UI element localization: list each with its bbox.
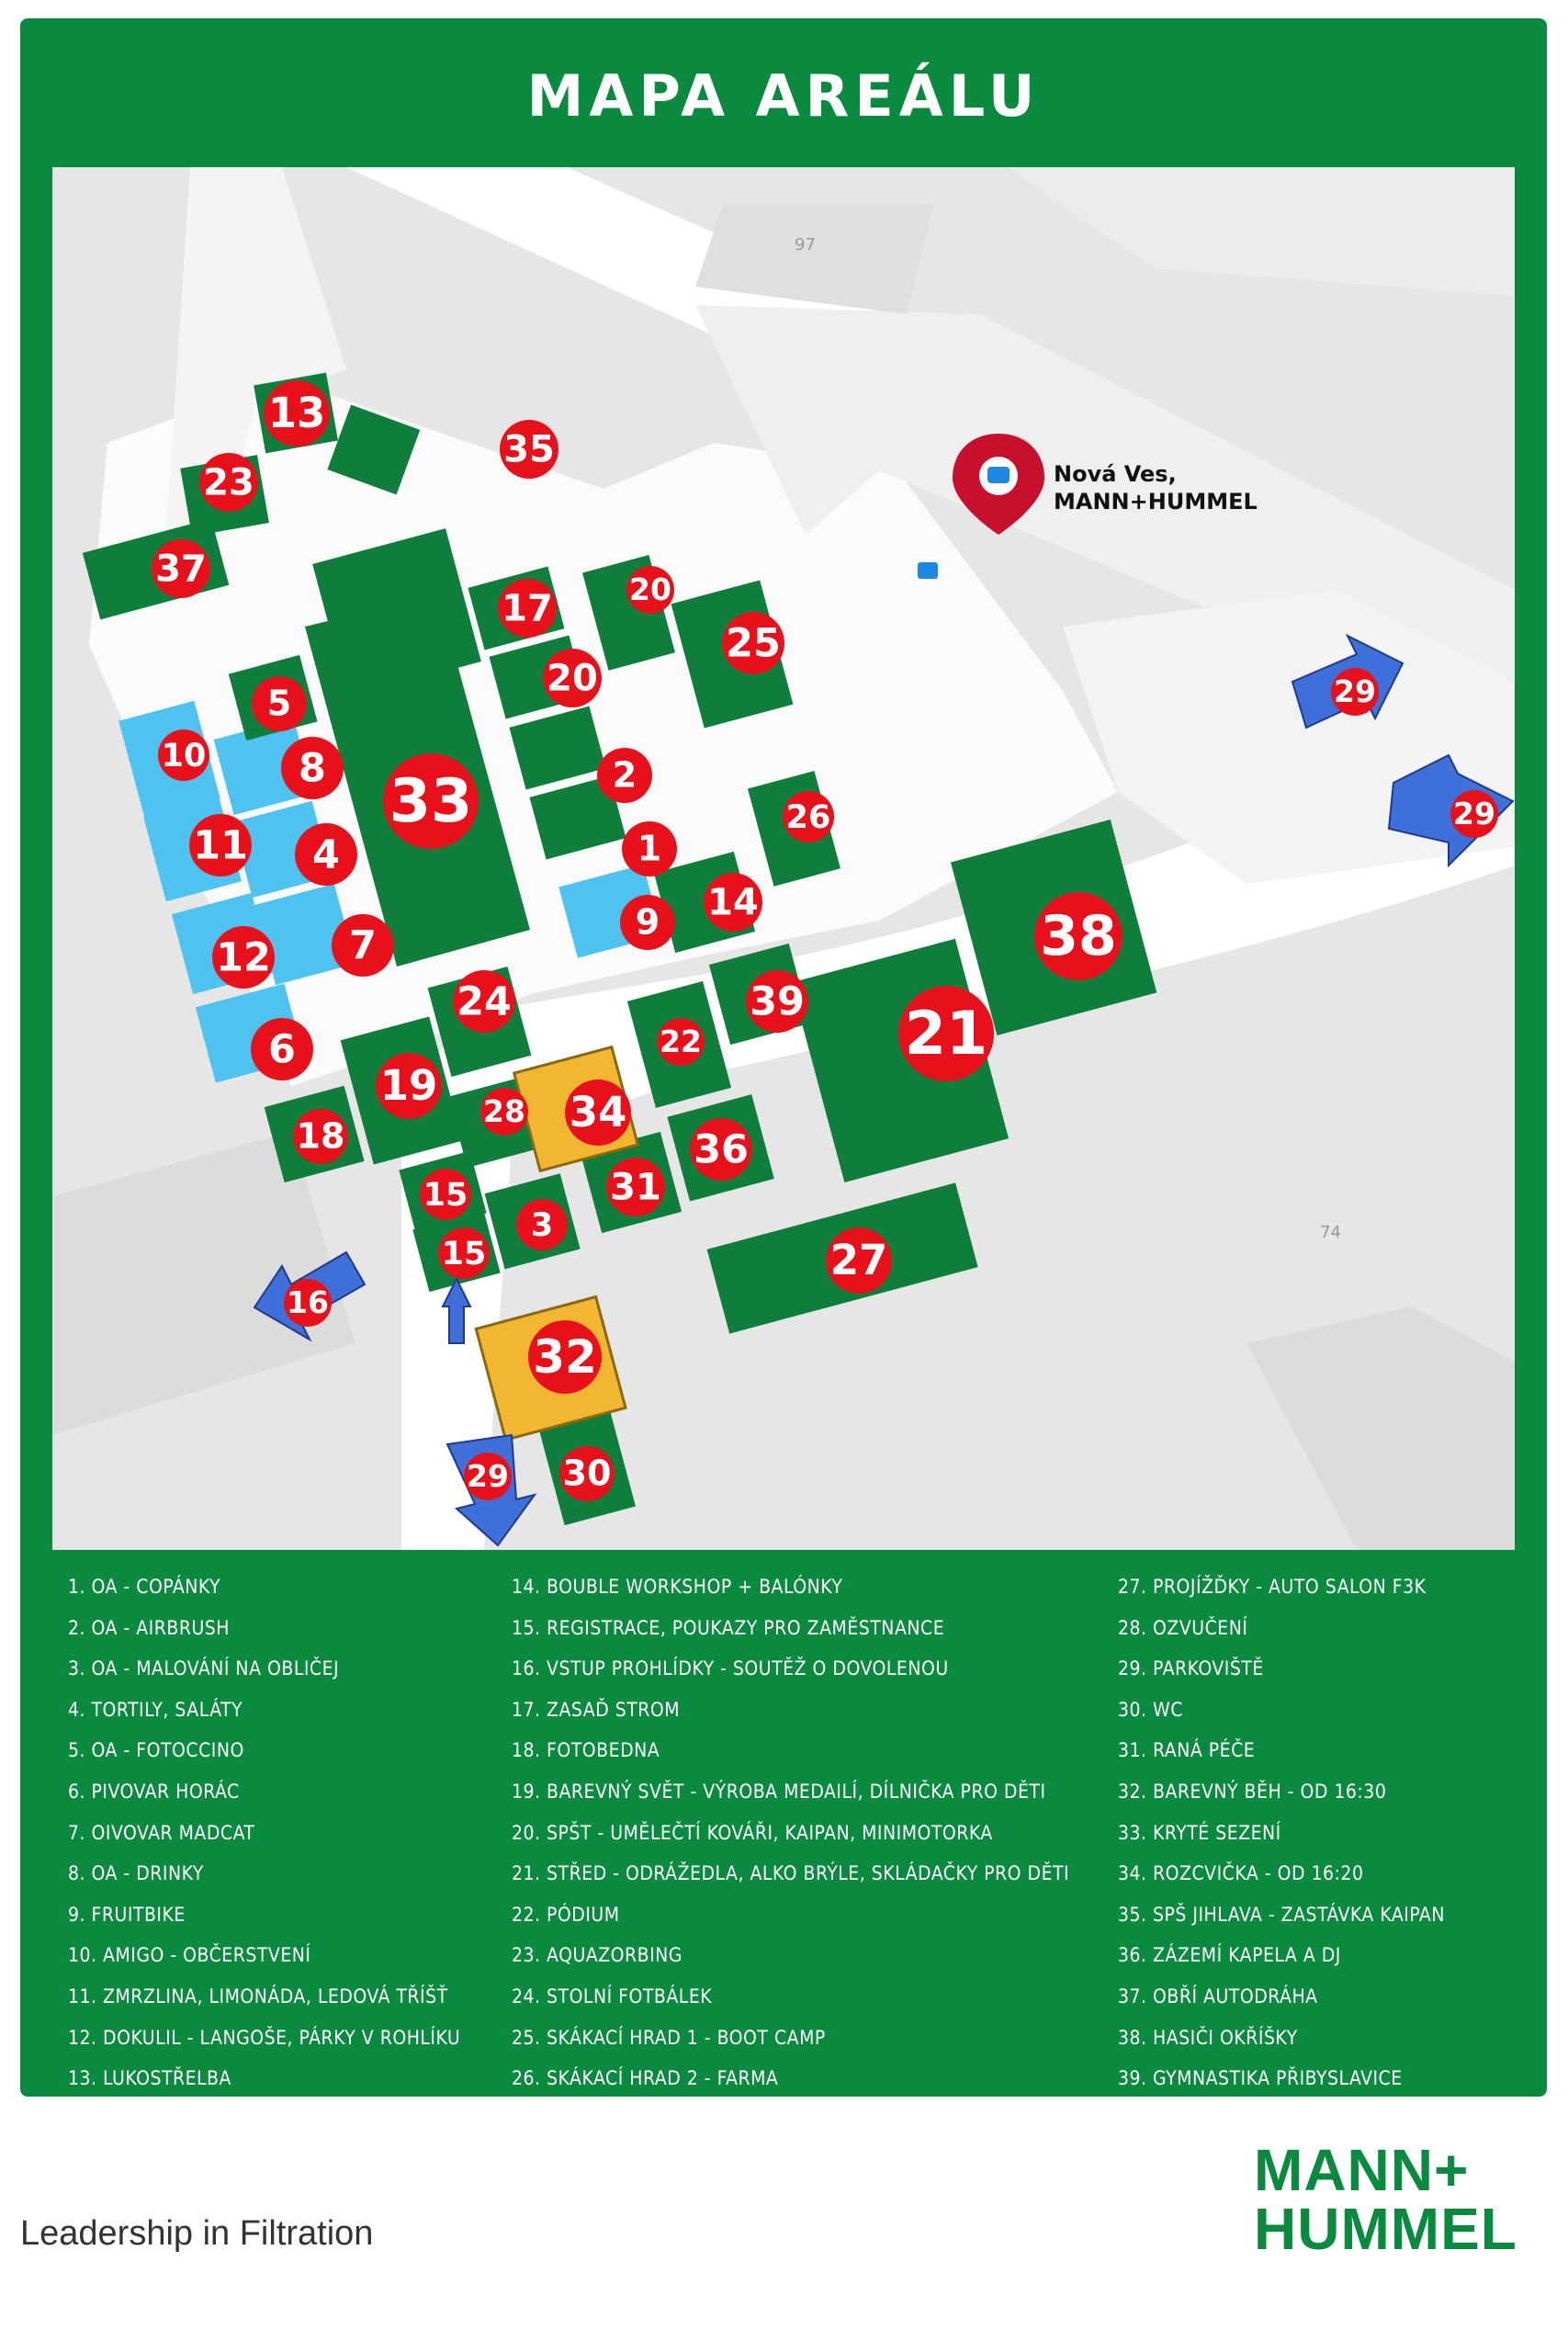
legend-item: 5. OA - FOTOCCINO <box>68 1739 244 1762</box>
legend-item: 25. SKÁKACÍ HRAD 1 - BOOT CAMP <box>512 2026 826 2049</box>
marker-label: 11 <box>193 822 248 869</box>
marker-label: 6 <box>268 1026 296 1073</box>
marker-39[interactable] <box>746 970 808 1033</box>
marker-label: 12 <box>216 934 271 981</box>
legend-item: 20. SPŠT - UMĚLEČTÍ KOVÁŘI, KAIPAN, MINIMOTORKA <box>512 1821 993 1844</box>
legend-item: 38. HASIČI OKŘÍŠKY <box>1118 2026 1298 2049</box>
legend-item: 2. OA - AIRBRUSH <box>68 1616 230 1639</box>
marker-12[interactable] <box>212 926 275 989</box>
marker-label: 15 <box>441 1235 487 1272</box>
marker-26[interactable] <box>783 791 834 842</box>
marker-label: 29 <box>1334 673 1376 709</box>
marker-label: 8 <box>299 745 326 792</box>
marker-17[interactable] <box>498 579 557 638</box>
legend-column-3 <box>1118 1566 1445 2099</box>
marker-29[interactable] <box>1331 668 1379 716</box>
bus-stop-sign-icon <box>918 562 938 579</box>
marker-37[interactable] <box>152 539 210 598</box>
marker-27[interactable] <box>826 1227 892 1294</box>
marker-24[interactable] <box>453 970 515 1033</box>
legend-item: 18. FOTOBEDNA <box>512 1739 660 1762</box>
legend-item: 15. REGISTRACE, POUKAZY PRO ZAMĚSTNANCE <box>512 1616 945 1639</box>
marker-label: 29 <box>1453 795 1495 831</box>
legend-item: 6. PIVOVAR HORÁC <box>68 1780 240 1803</box>
marker-33[interactable] <box>383 753 479 849</box>
marker-19[interactable] <box>376 1053 442 1119</box>
marker-label: 30 <box>562 1453 612 1494</box>
marker-30[interactable] <box>559 1446 615 1501</box>
bus-stop-name: Nová Ves, <box>1054 461 1177 487</box>
legend-item: 32. BAREVNÝ BĚH - OD 16:30 <box>1118 1780 1387 1803</box>
marker-21[interactable] <box>898 986 994 1081</box>
marker-label: 5 <box>266 683 292 724</box>
marker-label: 20 <box>547 657 598 700</box>
legend-item: 33. KRYTÉ SEZENÍ <box>1118 1821 1281 1844</box>
marker-label: 3 <box>530 1206 554 1244</box>
page-title: MAPA AREÁLU <box>526 62 1041 130</box>
legend-item: 28. OZVUČENÍ <box>1118 1616 1248 1639</box>
marker-32[interactable] <box>528 1320 602 1394</box>
legend-item: 36. ZÁZEMÍ KAPELA A DJ <box>1118 1944 1341 1967</box>
map-frame <box>20 18 1547 2097</box>
marker-6[interactable] <box>251 1018 313 1080</box>
marker-label: 33 <box>389 766 473 836</box>
legend-item: 24. STOLNÍ FOTBÁLEK <box>512 1984 713 2007</box>
marker-label: 37 <box>155 548 207 591</box>
marker-label: 18 <box>296 1115 345 1157</box>
legend-item: 11. ZMRZLINA, LIMONÁDA, LEDOVÁ TŘÍŠŤ <box>68 1984 448 2007</box>
marker-25[interactable] <box>722 612 784 674</box>
legend-item: 17. ZASAĎ STROM <box>512 1698 681 1721</box>
legend-item: 26. SKÁKACÍ HRAD 2 - FARMA <box>512 2067 779 2090</box>
legend-item: 22. PÓDIUM <box>512 1903 620 1926</box>
legend-item: 27. PROJÍŽĎKY - AUTO SALON F3K <box>1118 1576 1427 1598</box>
marker-29[interactable] <box>464 1453 512 1500</box>
marker-label: 17 <box>502 587 553 630</box>
tagline: Leadership in Filtration <box>20 2214 374 2253</box>
legend-item: 35. SPŠ JIHLAVA - ZASTÁVKA KAIPAN <box>1118 1903 1445 1926</box>
legend-column-2 <box>512 1566 1069 2099</box>
legend-item: 4. TORTILY, SALÁTY <box>68 1698 243 1721</box>
legend-item: 14. BOUBLE WORKSHOP + BALÓNKY <box>512 1576 843 1598</box>
marker-label: 27 <box>829 1236 888 1285</box>
marker-13[interactable] <box>264 380 330 447</box>
legend-item: 23. AQUAZORBING <box>512 1944 682 1967</box>
legend-item: 21. STŘED - ODRÁŽEDLA, ALKO BRÝLE, SKLÁDAČKY PRO DĚTI <box>512 1862 1070 1885</box>
marker-label: 14 <box>707 881 759 924</box>
marker-35[interactable] <box>500 420 558 479</box>
marker-label: 22 <box>660 1023 702 1059</box>
marker-label: 35 <box>503 428 555 471</box>
legend-item: 39. GYMNASTIKA PŘIBYSLAVICE <box>1118 2067 1403 2090</box>
marker-3[interactable] <box>516 1199 568 1250</box>
marker-label: 23 <box>203 461 254 504</box>
legend-column-1 <box>68 1566 460 2099</box>
marker-15[interactable] <box>420 1169 471 1220</box>
marker-20[interactable] <box>626 566 674 614</box>
legend-item: 12. DOKULIL - LANGOŠE, PÁRKY V ROHLÍKU <box>68 2026 461 2049</box>
marker-label: 25 <box>726 620 781 667</box>
marker-15[interactable] <box>438 1227 490 1279</box>
marker-label: 2 <box>612 754 637 796</box>
legend-item: 19. BAREVNÝ SVĚT - VÝROBA MEDAILÍ, DÍLNIČKA PRO DĚTI <box>512 1780 1046 1803</box>
marker-31[interactable] <box>606 1158 665 1216</box>
legend-item: 30. WC <box>1118 1698 1183 1721</box>
marker-11[interactable] <box>189 814 252 876</box>
mann-hummel-logo <box>1254 2137 1548 2262</box>
marker-label: 26 <box>785 798 831 836</box>
legend-item: 34. ROZCVIČKA - OD 16:20 <box>1118 1862 1364 1885</box>
site-map <box>52 167 1515 1550</box>
site-map-graphic <box>52 167 1515 1550</box>
marker-4[interactable] <box>295 823 357 886</box>
marker-label: 19 <box>379 1061 438 1111</box>
marker-label: 21 <box>904 999 988 1069</box>
marker-label: 16 <box>287 1283 329 1320</box>
logo-line-1: MANN+ <box>1254 2137 1470 2203</box>
marker-9[interactable] <box>620 895 675 950</box>
marker-5[interactable] <box>252 676 307 731</box>
marker-label: 32 <box>533 1329 597 1384</box>
marker-22[interactable] <box>657 1018 705 1066</box>
house-number-97: 97 <box>795 235 816 254</box>
marker-20[interactable] <box>543 649 602 707</box>
marker-label: 36 <box>694 1126 749 1173</box>
legend-item: 10. AMIGO - OBČERSTVENÍ <box>68 1944 311 1967</box>
marker-label: 10 <box>161 737 207 775</box>
marker-10[interactable] <box>158 729 209 781</box>
marker-18[interactable] <box>293 1109 348 1164</box>
marker-1[interactable] <box>622 821 677 876</box>
legend-item: 8. OA - DRINKY <box>68 1862 204 1885</box>
marker-29[interactable] <box>1450 790 1498 838</box>
marker-36[interactable] <box>690 1118 752 1181</box>
marker-7[interactable] <box>332 914 394 977</box>
legend-item: 3. OA - MALOVÁNÍ NA OBLIČEJ <box>68 1657 340 1680</box>
marker-label: 20 <box>629 571 671 607</box>
marker-label: 13 <box>267 389 326 438</box>
marker-2[interactable] <box>597 748 652 803</box>
marker-label: 38 <box>1040 904 1117 969</box>
bus-stop-company: MANN+HUMMEL <box>1054 489 1258 514</box>
marker-23[interactable] <box>199 453 258 512</box>
marker-label: 7 <box>349 922 377 969</box>
marker-14[interactable] <box>704 873 762 932</box>
legend-item: 29. PARKOVIŠTĚ <box>1118 1657 1264 1680</box>
legend-item: 13. LUKOSTŘELBA <box>68 2067 231 2090</box>
legend-item: 16. VSTUP PROHLÍDKY - SOUTĚŽ O DOVOLENOU <box>512 1657 949 1680</box>
marker-label: 31 <box>610 1166 661 1209</box>
marker-16[interactable] <box>284 1279 332 1327</box>
marker-label: 28 <box>483 1092 525 1129</box>
marker-label: 39 <box>750 978 805 1025</box>
legend-item: 31. RANÁ PÉČE <box>1118 1739 1256 1762</box>
legend-item: 9. FRUITBIKE <box>68 1903 186 1926</box>
marker-28[interactable] <box>480 1088 528 1136</box>
legend-item: 37. OBŘÍ AUTODRÁHA <box>1118 1984 1318 2007</box>
marker-label: 1 <box>637 828 662 869</box>
logo-line-2: HUMMEL <box>1254 2196 1517 2262</box>
bus-icon <box>987 467 1010 483</box>
house-number-74: 74 <box>1320 1223 1341 1242</box>
legend-item: 1. OA - COPÁNKY <box>68 1576 221 1598</box>
marker-38[interactable] <box>1034 892 1122 980</box>
marker-label: 24 <box>457 978 512 1025</box>
marker-label: 29 <box>467 1457 509 1494</box>
legend <box>20 1566 1547 2090</box>
marker-label: 34 <box>569 1088 627 1137</box>
marker-34[interactable] <box>565 1080 631 1146</box>
marker-label: 4 <box>312 831 340 878</box>
legend-item: 7. OIVOVAR MADCAT <box>68 1821 255 1844</box>
marker-8[interactable] <box>281 737 344 799</box>
marker-label: 9 <box>635 901 660 943</box>
marker-label: 15 <box>423 1176 468 1214</box>
